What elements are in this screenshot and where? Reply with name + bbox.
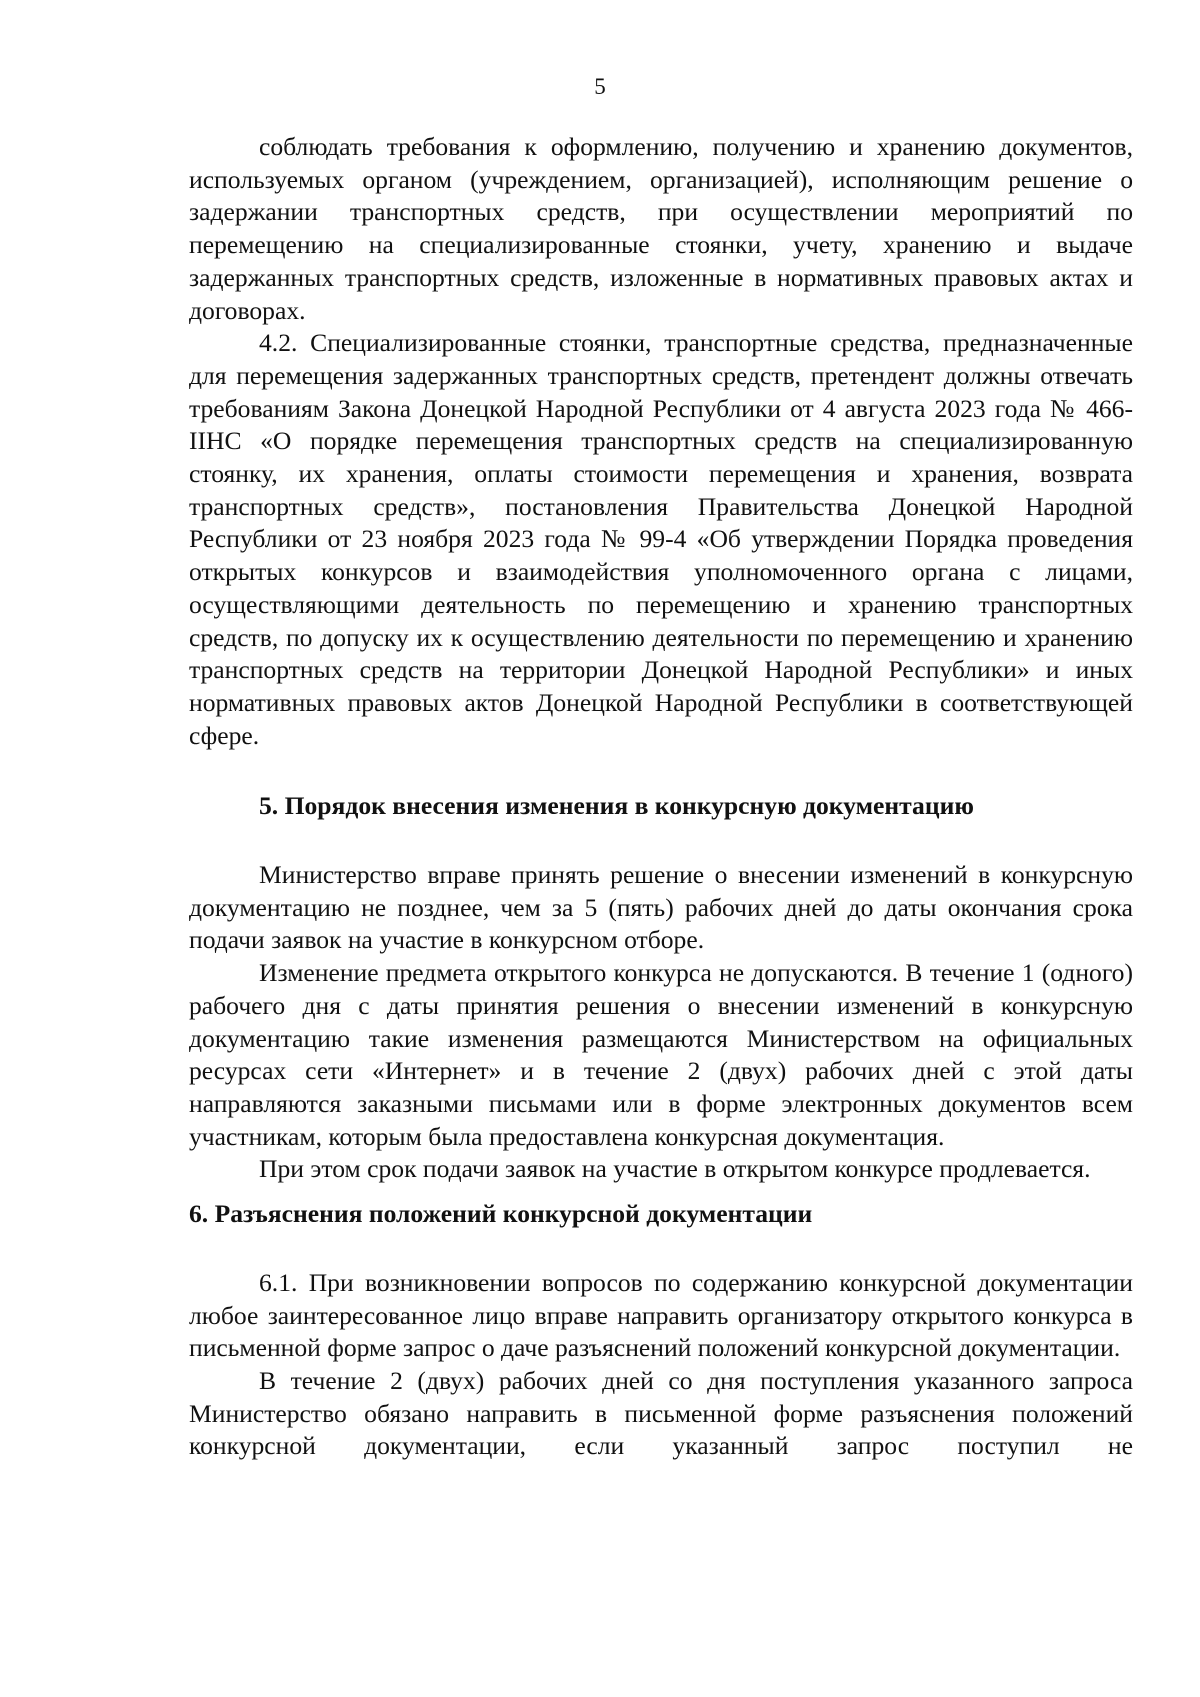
section-5-paragraph-3: При этом срок подачи заявок на участие в открытом конкурсе продлевается.	[259, 1154, 1091, 1184]
section-6-heading: 6. Разъяснения положений конкурсной документации	[189, 1199, 813, 1229]
paragraph-4-2: 4.2. Специализированные стоянки, транспортные средства, предназначенные для перемещения задержанных транспортных средств, претендент должны отвечать требованиям Закона Донецкой Народной Республики от 4 августа 2023 года № 466-IIНС «О порядке перемещения транспортных средств на специализированную стоянку, их хранения, оплаты стоимости перемещения и хранения, возврата транспортных средств», постановления Правительства Донецкой Народной Республики от 23 ноября 2023 года № 99-4 «Об утверждении Порядка проведения открытых конкурсов и взаимодействия уполномоченного органа с лицами, осуществляющими деятельность по перемещению и хранению транспортных средств, по допуску их к осуществлению деятельности по перемещению и хранению транспортных средств на территории Донецкой Народной Республики» и иных нормативных правовых актов Донецкой Народной Республики в соответствующей сфере.	[189, 328, 1133, 750]
document-body	[189, 131, 1133, 1463]
section-6-paragraph-2: В течение 2 (двух) рабочих дней со дня поступления указанного запроса Министерство обязано направить в письменной форме разъяснения положений конкурсной документации, если указанный запрос поступил не	[189, 1365, 1133, 1461]
section-5-paragraph-1: Министерство вправе принять решение о внесении изменений в конкурсную документацию не позднее, чем за 5 (пять) рабочих дней до даты окончания срока подачи заявок на участие в конкурсном отборе.	[189, 860, 1133, 955]
paragraph-continued: соблюдать требования к оформлению, получению и хранению документов, используемых органом (учреждением, организацией), исполняющим решение о задержании транспортных средств, при осуществлении мероприятий по перемещению на специализированные стоянки, учету, хранению и выдаче задержанных транспортных средств, изложенные в нормативных правовых актах и договорах.	[189, 132, 1133, 325]
section-5-paragraph-2: Изменение предмета открытого конкурса не допускаются. В течение 1 (одного) рабочего дня с даты принятия решения о внесении изменений в конкурсную документацию такие изменения размещаются Министерством на официальных ресурсах сети «Интернет» и в течение 2 (двух) рабочих дней с этой даты направляются заказными письмами или в форме электронных документов всем участникам, которым была предоставлена конкурсная документация.	[189, 958, 1133, 1151]
paragraph-6-1: 6.1. При возникновении вопросов по содержанию конкурсной документации любое заинтересованное лицо вправе направить организатору открытого конкурса в письменной форме запрос о даче разъяснений положений конкурсной документации.	[189, 1267, 1133, 1363]
page-number: 5	[594, 74, 606, 99]
section-5-heading: 5. Порядок внесения изменения в конкурсную документацию	[259, 791, 974, 821]
